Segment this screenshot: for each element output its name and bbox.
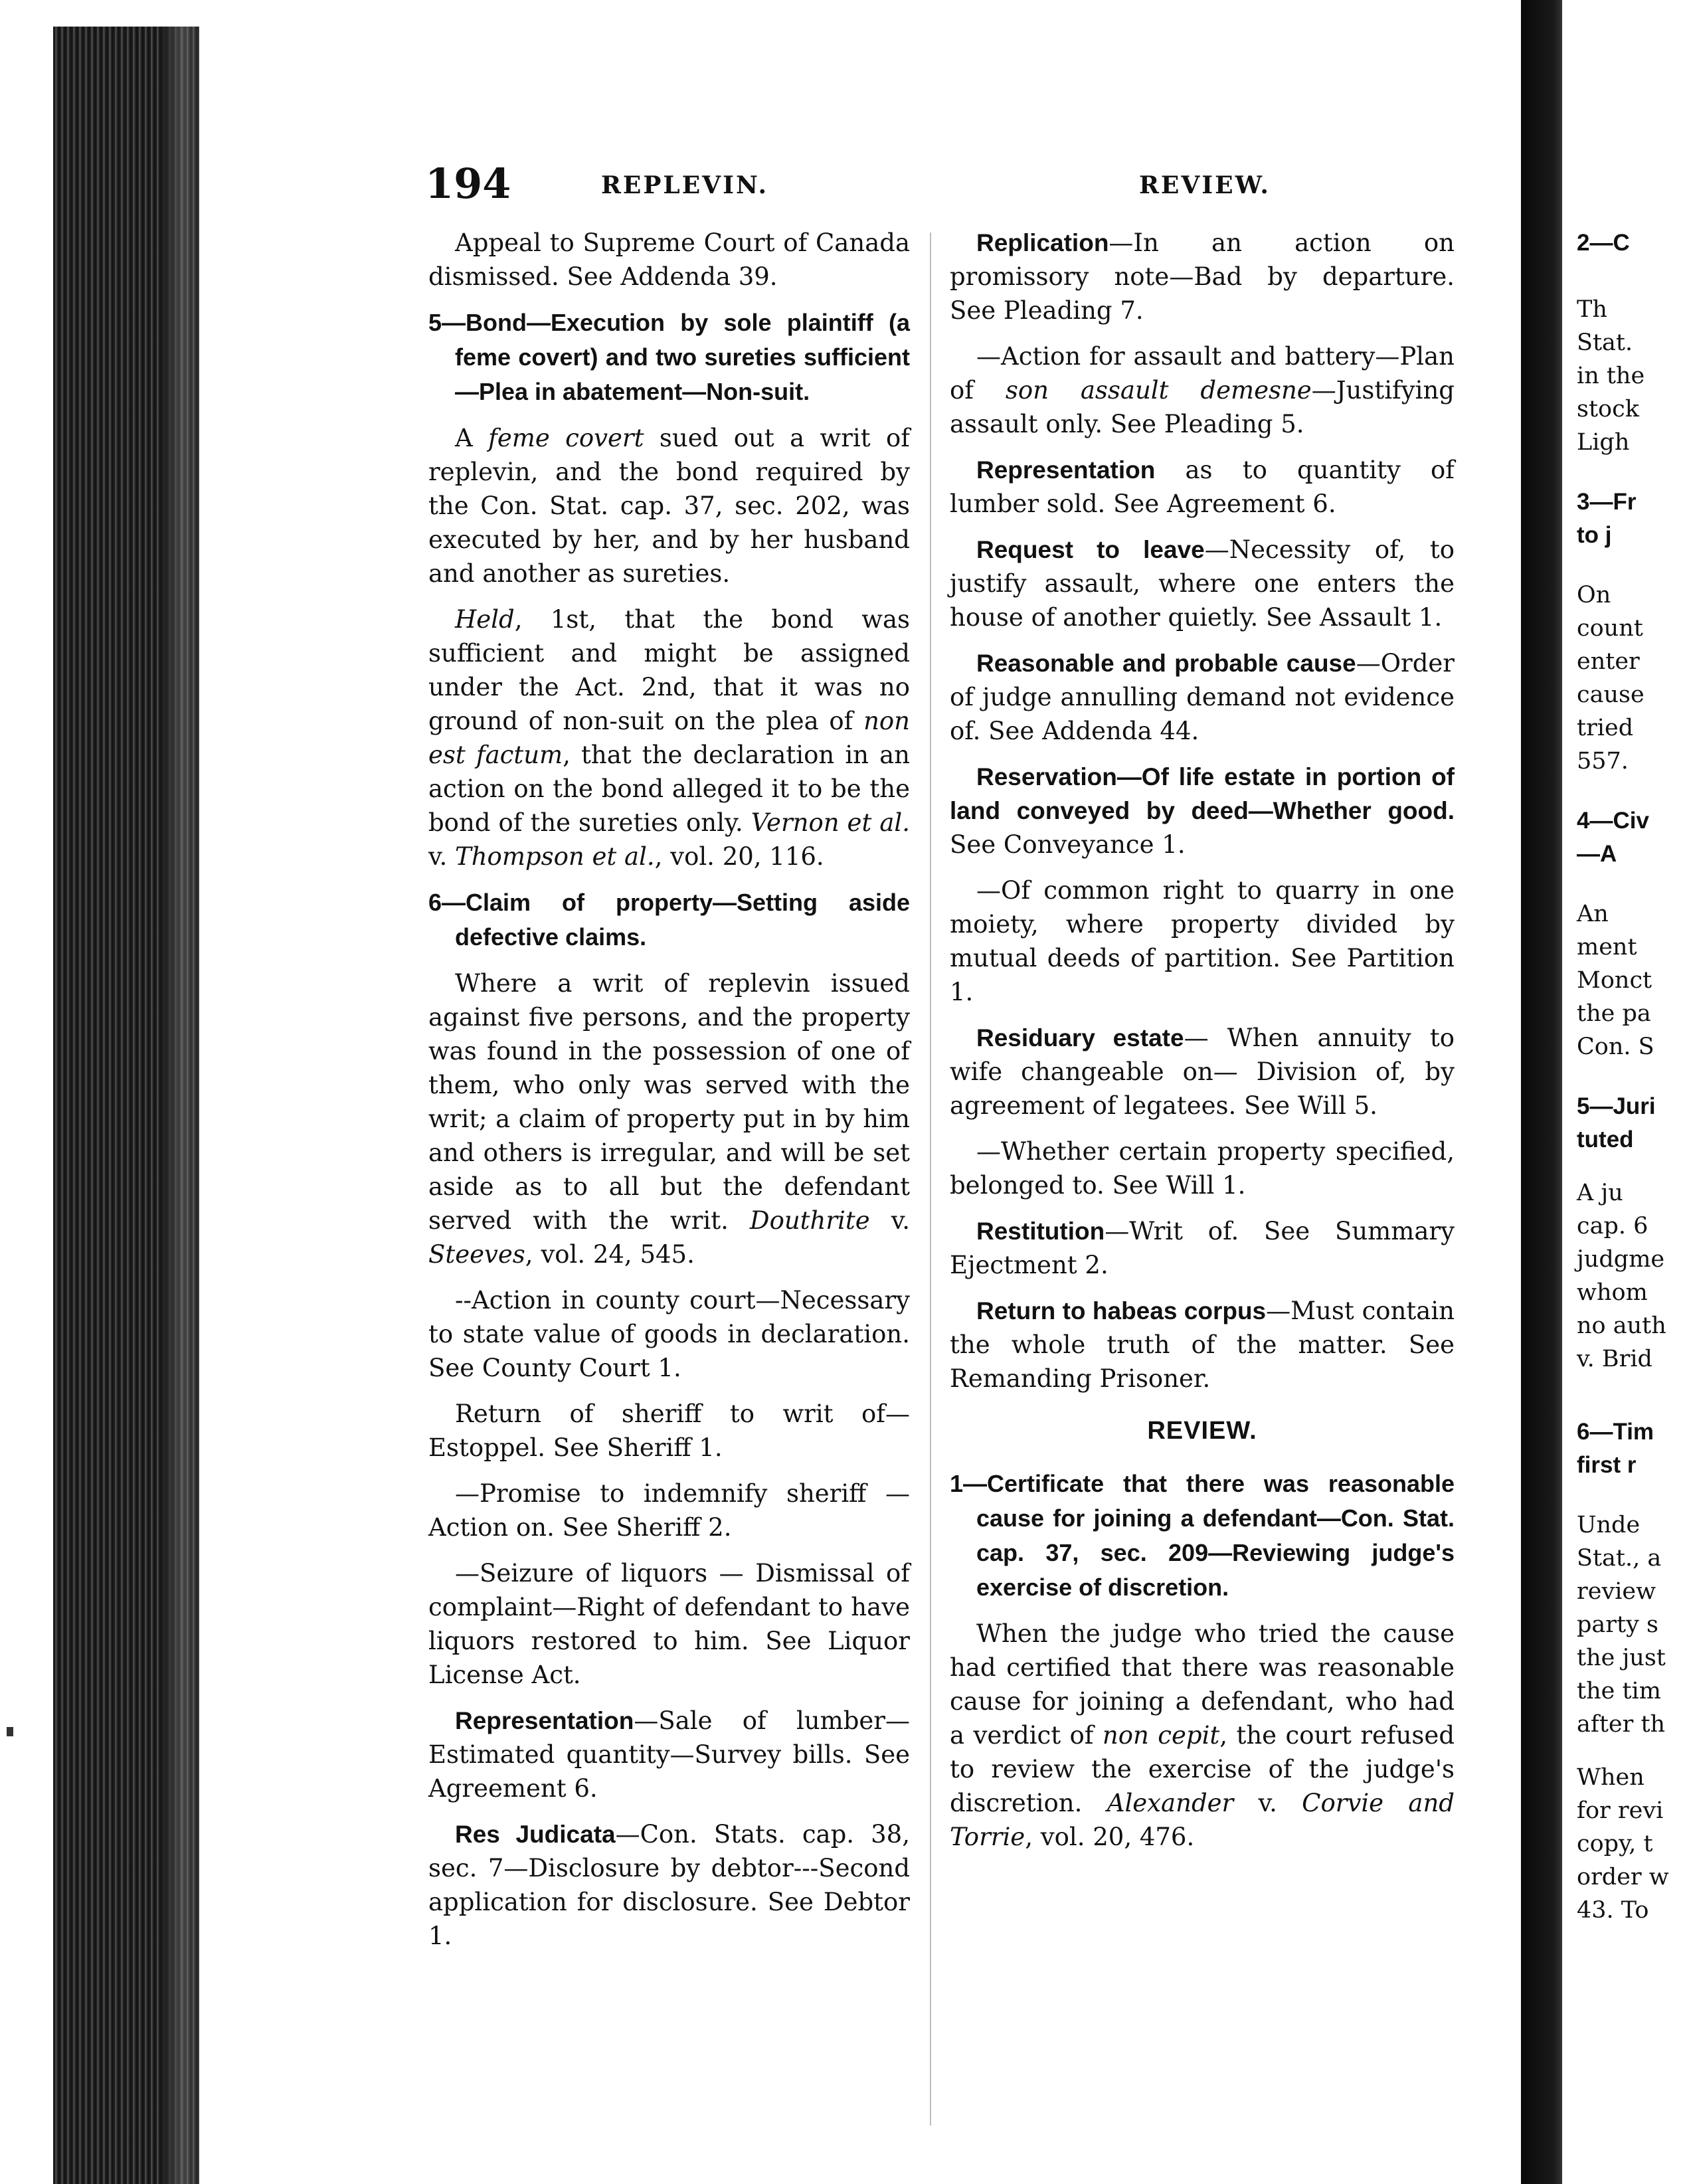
paragraph-promise-indemnify: —Promise to indemnify sheriff — Action on. See Sheriff 2. bbox=[428, 1479, 910, 1542]
book-page-edges bbox=[0, 0, 199, 2184]
next-page-line: stock bbox=[1577, 396, 1639, 422]
next-page-line: 2—C bbox=[1577, 230, 1630, 256]
next-page-line: copy, t bbox=[1577, 1831, 1653, 1857]
next-page-line: Ligh bbox=[1577, 429, 1630, 456]
next-page-line: 43. To bbox=[1577, 1897, 1649, 1924]
entry-reservation: Reservation—Of life estate in portion of land conveyed by deed—Whether good. See Conveyance 1. bbox=[950, 763, 1455, 859]
next-page-line: count bbox=[1577, 615, 1643, 642]
entry-reasonable-cause: Reasonable and probable cause—Order of judge annulling demand not evidence of. See Addenda 44. bbox=[950, 649, 1455, 745]
paragraph-return-sheriff: Return of sheriff to writ of—Estoppel. See Sheriff 1. bbox=[428, 1400, 910, 1462]
next-page-line: tuted bbox=[1577, 1127, 1634, 1152]
next-page-line: When bbox=[1577, 1764, 1644, 1791]
entry-request-to-leave: Request to leave—Necessity of, to justify assault, where one enters the house of another quietly. See Assault 1. bbox=[950, 535, 1455, 632]
next-page-line: Monct bbox=[1577, 967, 1652, 994]
spine-mark bbox=[7, 1727, 13, 1736]
page-number: 194 bbox=[425, 159, 511, 208]
next-page-line: An bbox=[1577, 901, 1609, 927]
paragraph-held: Held, 1st, that the bond was sufficient and might be assigned under the Act. 2nd, that it was no ground of non-suit on the plea of non est factum, that the declaration in an action on the bond alleged it to be the bond of the sureties only. Vernon et al. v. Thompson et al., vol. 20, 116. bbox=[428, 605, 911, 871]
paragraph-writ-replevin: Where a writ of replevin issued against five persons, and the property was found in the possession of one of them, who only was served with the writ; a claim of property put in by him and others is irregular, and will be set aside as to all but the defendant served with the writ. Douthrite v. Steeves, vol. 24, 545. bbox=[428, 969, 911, 1269]
next-page-line: 6—Tim bbox=[1577, 1419, 1654, 1445]
next-page-line: cap. 6 bbox=[1577, 1213, 1648, 1239]
next-page-line: in the bbox=[1577, 363, 1645, 389]
next-page-line: Con. S bbox=[1577, 1034, 1654, 1060]
next-page-line: whom bbox=[1577, 1279, 1648, 1306]
entry-representation-quantity: Representation as to quantity of lumber sold. See Agreement 6. bbox=[950, 456, 1455, 518]
next-page-line: Stat., a bbox=[1577, 1545, 1662, 1572]
left-running-title: REPLEVIN. bbox=[601, 171, 769, 199]
next-page-line: the pa bbox=[1577, 1000, 1651, 1027]
paragraph-feme-covert: A feme covert sued out a writ of replevin, and the bond required by the Con. Stat. cap. 37, sec. 202, was executed by her, and by her husband and another as sureties. bbox=[428, 424, 911, 588]
next-page-line: first r bbox=[1577, 1452, 1637, 1478]
next-page-line: for revi bbox=[1577, 1797, 1664, 1824]
next-page-line: the tim bbox=[1577, 1678, 1661, 1704]
right-column bbox=[950, 226, 1455, 1866]
next-page-line: 3—Fr bbox=[1577, 489, 1637, 515]
next-page-line: order w bbox=[1577, 1864, 1669, 1890]
appeal-paragraph: Appeal to Supreme Court of Canada dismissed. See Addenda 39. bbox=[428, 228, 910, 291]
page-edge-shadow bbox=[159, 27, 199, 2184]
next-page-line: to j bbox=[1577, 522, 1612, 548]
entry-restitution: Restitution—Writ of. See Summary Ejectment 2. bbox=[950, 1217, 1455, 1279]
next-page-line: A ju bbox=[1577, 1180, 1623, 1206]
next-page-line: tried bbox=[1577, 715, 1634, 741]
next-page-line: after th bbox=[1577, 1711, 1666, 1738]
heading-5-bond: 5—Bond—Execution by sole plaintiff (a feme covert) and two sureties sufficient—Plea in abatement—Non-suit. bbox=[428, 309, 910, 405]
next-page-line: cause bbox=[1577, 682, 1644, 708]
next-page-line: review bbox=[1577, 1578, 1656, 1605]
entry-habeas-corpus: Return to habeas corpus—Must contain the whole truth of the matter. See Remanding Prisoner. bbox=[950, 1297, 1455, 1393]
entry-residuary-estate: Residuary estate— When annuity to wife changeable on— Division of, by agreement of legatees. See Will 5. bbox=[950, 1024, 1455, 1120]
entry-assault-battery: —Action for assault and battery—Plan of son assault demesne—Justifying assault only. See Pleading 5. bbox=[950, 342, 1455, 438]
paragraph-judge-certified: When the judge who tried the cause had certified that there was reasonable cause for joining a defendant, who had a verdict of non cepit, the court refused to review the exercise of the judge's discretion. Alexander v. Corvie and Torrie, vol. 20, 476. bbox=[950, 1619, 1455, 1851]
section-title-review: REVIEW. bbox=[1147, 1417, 1257, 1445]
next-page-line: party s bbox=[1577, 1611, 1658, 1638]
right-running-title: REVIEW. bbox=[1139, 171, 1271, 199]
paragraph-seizure-liquors: —Seizure of liquors — Dismissal of complaint—Right of defendant to have liquors restored to him. See Liquor License Act. bbox=[428, 1559, 910, 1689]
next-page-fragment bbox=[1562, 0, 1687, 2184]
paragraph-county-court: --Action in county court—Necessary to state value of goods in declaration. See County Court 1. bbox=[428, 1286, 910, 1382]
next-page-line: 4—Civ bbox=[1577, 808, 1649, 834]
next-page-line: Unde bbox=[1577, 1512, 1641, 1538]
next-page-line: —A bbox=[1577, 841, 1617, 867]
book-page bbox=[399, 146, 1494, 2106]
heading-1-certificate: 1—Certificate that there was reasonable cause for joining a defendant—Con. Stat. cap. 37, sec. 209—Reviewing judge's exercise of discretion. bbox=[950, 1470, 1455, 1601]
book-gutter bbox=[1521, 0, 1562, 2184]
next-page-line: Th bbox=[1577, 296, 1607, 323]
entry-replication: Replication—In an action on promissory note—Bad by departure. See Pleading 7. bbox=[950, 228, 1455, 325]
next-page-line: Stat. bbox=[1577, 329, 1633, 356]
next-page-strip bbox=[1521, 0, 1687, 2184]
next-page-line: ment bbox=[1577, 934, 1637, 960]
entry-common-right-quarry: —Of common right to quarry in one moiety, where property divided by mutual deeds of partition. See Partition 1. bbox=[950, 876, 1455, 1006]
next-page-line: 5—Juri bbox=[1577, 1093, 1656, 1119]
running-head bbox=[399, 159, 1494, 206]
next-page-line: judgme bbox=[1577, 1246, 1665, 1273]
next-page-line: v. Brid bbox=[1577, 1346, 1652, 1372]
next-page-line: enter bbox=[1577, 648, 1640, 675]
next-page-line: no auth bbox=[1577, 1313, 1666, 1339]
column-divider bbox=[930, 232, 931, 2126]
next-page-line: On bbox=[1577, 582, 1611, 608]
heading-6-claim: 6—Claim of property—Setting aside defective claims. bbox=[428, 889, 910, 951]
entry-representation-lumber: Representation—Sale of lumber—Estimated quantity—Survey bills. See Agreement 6. bbox=[428, 1706, 910, 1803]
entry-res-judicata: Res Judicata—Con. Stats. cap. 38, sec. 7—Disclosure by debtor---Second application for disclosure. See Debtor 1. bbox=[428, 1820, 910, 1950]
next-page-line: the just bbox=[1577, 1645, 1666, 1671]
next-page-line: 557. bbox=[1577, 748, 1629, 774]
entry-whether-property: —Whether certain property specified, belonged to. See Will 1. bbox=[950, 1137, 1455, 1200]
left-column bbox=[428, 226, 910, 1965]
